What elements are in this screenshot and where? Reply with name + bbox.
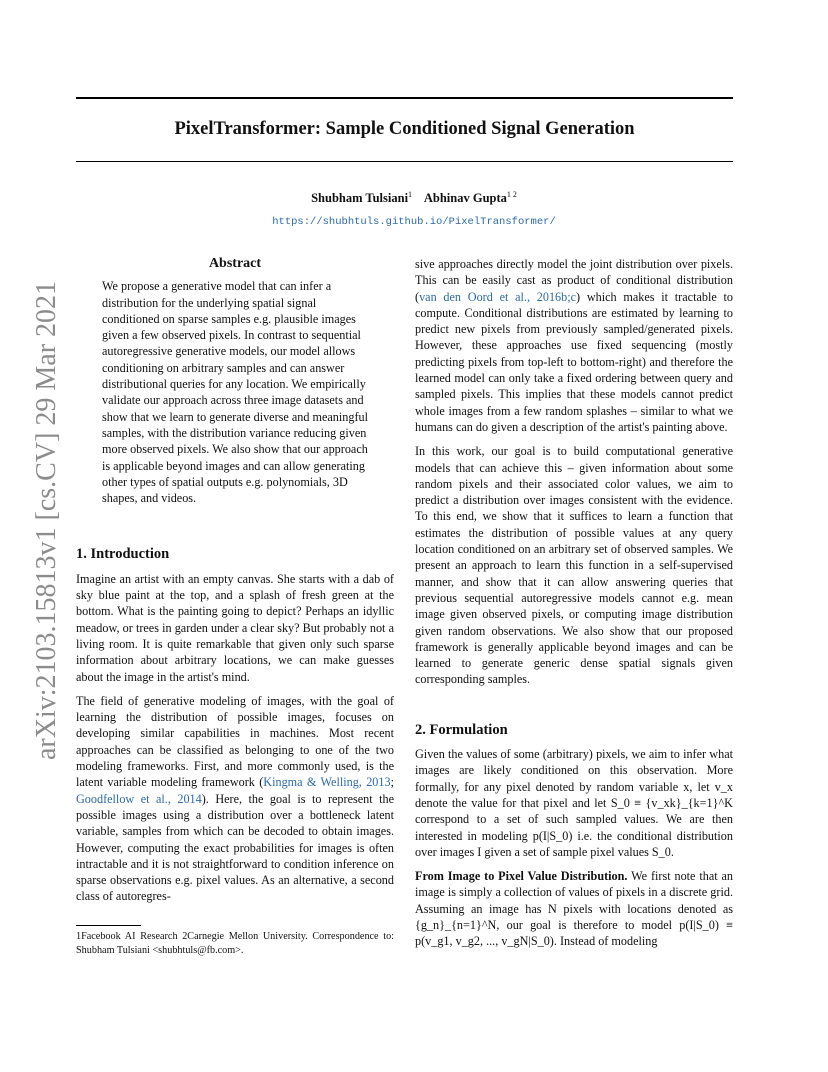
abstract-text: We propose a generative model that can infer a distribution for the underlying spatial signal conditioned on sparse samples e.g. plausible images given a few observed pixels. In contrast to sequential autoregressive generative models, our model allows conditioning on arbitrary samples and can answer distributional queries for any location. We empirically validate our approach across three image datasets and show that we learn to generate diverse and meaningful samples, with the distribution variance reducing given more observed pixels. We also show that our approach is applicable beyond images and can allow generating other types of spatial outputs e.g. polynomials, 3D shapes, and videos. bbox=[102, 279, 368, 506]
arxiv-identifier-stamp: arXiv:2103.15813v1 [cs.CV] 29 Mar 2021 bbox=[31, 280, 62, 760]
intro-paragraph: sive approaches directly model the joint distribution over pixels. This can be easily cast as product of conditional distribution (van den Oord et al., 2016b;c) which makes it tractable to compute. Conditional distributions are estimated by learning to predict new pixels from previously sampled/generated pixels. However, these approaches use fixed sequencing (mostly predicting pixels from top-left to bottom-right) and therefore the learned model can only take a fixed ordering between query and sampled pixels. This implies that these models cannot predict whole images from a few random splashes – similar to what we humans can do given a description of the artist's painting above. bbox=[415, 257, 733, 434]
paper-title: PixelTransformer: Sample Conditioned Signal Generation bbox=[174, 119, 635, 139]
intro-paragraph: Imagine an artist with an empty canvas. She starts with a dab of sky blue paint at the top, and a splash of fresh green at the bottom. What is the painting going to depict? Perhaps an idyllic meadow, or trees in garden under a clear sky? But probably not a living room. It is quite remarkable that given only such sparse information about arbitrary locations, we can make guesses about the image in the artist's mind. bbox=[76, 571, 394, 684]
intro-heading: 1. Introduction bbox=[76, 546, 170, 563]
citation-link[interactable]: Kingma & Welling, 2013 bbox=[263, 775, 391, 790]
right-column bbox=[415, 256, 733, 958]
footnote: 1Facebook AI Research 2Carnegie Mellon University. Correspondence to: Shubham Tulsiani <shubhtuls@fb.com>. bbox=[76, 931, 394, 956]
formulation-paragraph: Given the values of some (arbitrary) pixels, we aim to infer what images are likely conditioned on this observation. More formally, for any pixel denoted by random variable x, let v_x denote the value for that pixel and let S_0 ≡ {v_xk}_{k=1}^K correspond to a set of such sampled values. We are then interested in modeling p(I|S_0) i.e. the conditional distribution over images I given a set of sample pixel values S_0. bbox=[415, 747, 733, 859]
citation-link[interactable]: Goodfellow et al., 2014 bbox=[76, 791, 202, 806]
intro-paragraph: The field of generative modeling of images, with the goal of learning the distribution of possible images, focuses on developing similar capabilities in machines. Most recent approaches can be classified as belonging to one of the two modeling frameworks. First, and more commonly used, is the latent variable modeling framework (Kingma & Welling, 2013; Goodfellow et al., 2014). Here, the goal is to represent the possible images using a distribution over a bottleneck latent variable, samples from which can be decoded to obtain images. However, computing the exact probabilities for images is often intractable and it is not straightforward to condition inference on sparse observations e.g. pixel values. As an alternative, a second class of autoregres- bbox=[76, 693, 394, 904]
top-rule bbox=[76, 97, 733, 99]
footnote-rule bbox=[76, 925, 141, 926]
author-name: Shubham Tulsiani bbox=[311, 191, 409, 206]
author-affiliation: 1 bbox=[408, 190, 413, 199]
citation-link[interactable]: van den Oord et al., 2016b;c bbox=[419, 289, 577, 304]
intro-paragraph: In this work, our goal is to build computational generative models that can achieve this – given information about some random pixels and their associated color values, we aim to predict a distribution over images consistent with the evidence. To this end, we show that it suffices to learn a function that estimates the distribution of possible values at any query location conditioned on an arbitrary set of observed samples. We present an approach to learn this function in a self-supervised manner, and show that it can allow answering queries that previous sequential autoregressive models cannot e.g. mean image given observed pixels, or computing image distribution given random observations. We also show that our proposed framework is generally applicable beyond images and can be learned to generate generic dense spatial signals given corresponding samples. bbox=[415, 444, 733, 687]
project-url-link[interactable]: https://shubhtuls.github.io/PixelTransformer/ bbox=[272, 216, 556, 228]
author-name: Abhinav Gupta bbox=[423, 191, 507, 206]
author-affiliation: 1 2 bbox=[506, 190, 517, 199]
runin-heading: From Image to Pixel Value Distribution. bbox=[415, 869, 628, 884]
abstract-block bbox=[76, 256, 394, 506]
formulation-paragraph: From Image to Pixel Value Distribution. We first note that an image is simply a collection of values of pixels in a discrete grid. Assuming an image has N pixels with locations denoted as {g_n}_{n=1}^N, our goal is therefore to model p(I|S_0) ≡ p(v_g1, v_g2, ..., v_gN|S_0). Instead of modeling bbox=[415, 869, 734, 949]
left-column bbox=[76, 256, 394, 913]
author-list bbox=[0, 190, 828, 206]
abstract-heading: Abstract bbox=[208, 256, 262, 271]
title-bottom-rule bbox=[76, 161, 733, 162]
formulation-heading: 2. Formulation bbox=[415, 721, 508, 738]
